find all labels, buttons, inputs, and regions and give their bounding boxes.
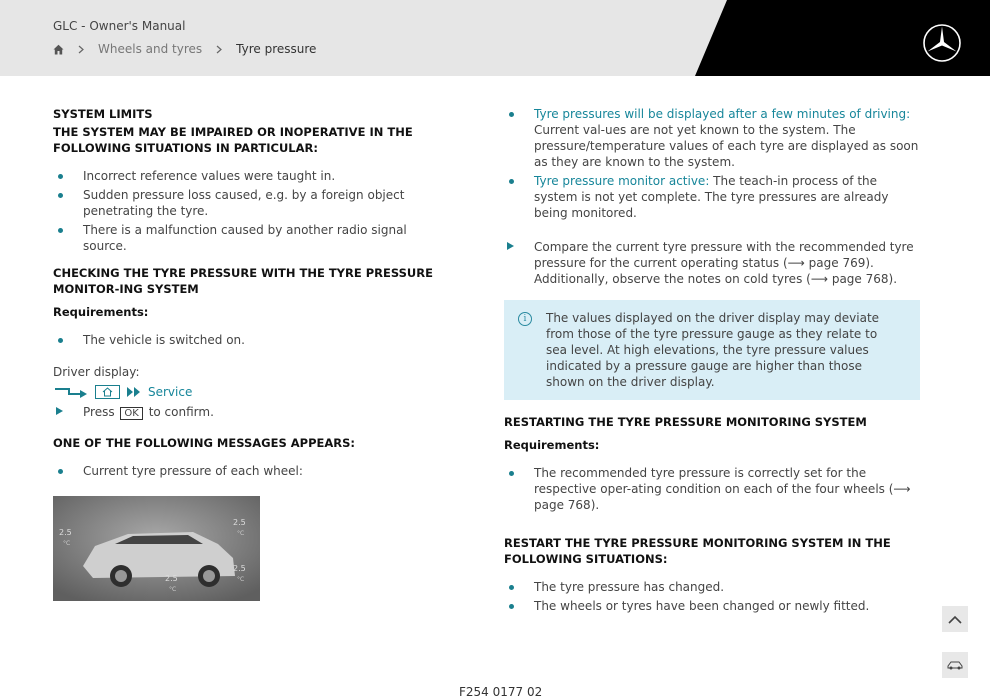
left-column [53, 106, 453, 479]
info-text: The values displayed on the driver display may deviate from those of the tyre pressure gauge as they relate to sea level. At high elevations, the tyre pressure values indicated by a pressure gauge are higher than those shown on the driver display. [546, 311, 880, 389]
front-right-pressure: 2.5 [233, 518, 246, 527]
menu-path-arrow-icon [53, 385, 89, 399]
service-menu-item: Service [148, 385, 193, 399]
restart-req-list [504, 465, 920, 513]
home-icon[interactable] [53, 44, 64, 55]
front-right-temp: °C [237, 530, 245, 537]
breadcrumb-item-current: Tyre pressure [236, 42, 317, 56]
message-text: The teach-in process of the system is not yet complete. The tyre pressures are already being monitored. [534, 174, 889, 220]
double-chevron-icon [126, 386, 142, 398]
vehicle-menu-button[interactable] [942, 652, 968, 678]
compare-text: Compare the current tyre pressure with the recommended tyre pressure for the current operating status (⟶ page 769). Additionally, observe the notes on cold tyres (⟶ page 768). [534, 240, 914, 286]
list-item [504, 106, 920, 170]
step-arrow-icon [56, 407, 63, 415]
messages-list [53, 463, 453, 479]
situation-list [504, 579, 920, 614]
driver-display-label: Driver display: [53, 365, 140, 379]
rear-right-temp: °C [237, 576, 245, 583]
info-icon: i [518, 312, 532, 326]
menu-path [53, 384, 453, 400]
rear-right-pressure: 2.5 [233, 564, 246, 573]
limit-list [53, 168, 453, 254]
home-menu-icon [95, 385, 120, 399]
image-code: F254 0177 02 [459, 685, 543, 699]
restarting-heading: RESTARTING THE TYRE PRESSURE MONITORING SYSTEM [504, 415, 867, 429]
scroll-up-button[interactable] [942, 606, 968, 632]
checking-heading: CHECKING THE TYRE PRESSURE WITH THE TYRE PRESSURE MONITOR-ING SYSTEM [53, 266, 433, 296]
front-left-pressure: 2.5 [59, 528, 72, 537]
list-item: Sudden pressure loss caused, e.g. by a foreign object penetrating the tyre. [53, 187, 453, 219]
manual-title: GLC - Owner's Manual [53, 19, 186, 33]
message-title: Tyre pressure monitor active: [534, 174, 710, 188]
scroll-up-icon [948, 615, 962, 624]
breadcrumb-item-wheels[interactable]: Wheels and tyres [98, 42, 203, 56]
list-item: Incorrect reference values were taught in. [53, 168, 453, 184]
restart-situations-heading: RESTART THE TYRE PRESSURE MONITORING SYSTEM IN THE FOLLOWING SITUATIONS: [504, 536, 891, 566]
list-item: Current tyre pressure of each wheel: [53, 463, 453, 479]
car-lift-icon [947, 660, 963, 670]
mercedes-star-icon[interactable] [922, 23, 962, 63]
list-item [504, 173, 920, 221]
page-header [0, 0, 990, 76]
list-item: There is a malfunction caused by another radio signal source. [53, 222, 453, 254]
message-text: Current val-ues are not yet known to the system. The pressure/temperature values of each tyre are displayed as soon as they are known to the system. [534, 123, 919, 169]
ok-button-icon: OK [120, 407, 142, 420]
impaired-heading: THE SYSTEM MAY BE IMPAIRED OR INOPERATIVE IN THE FOLLOWING SITUATIONS IN PARTICULAR: [53, 125, 413, 155]
front-left-temp: °C [63, 540, 71, 547]
rear-left-pressure: 2.5 [165, 574, 178, 583]
tyre-pressure-display-image [53, 496, 260, 601]
press-text: Press [83, 405, 115, 419]
info-note [504, 300, 920, 400]
breadcrumb [53, 42, 316, 56]
system-limits-heading: SYSTEM LIMITS [53, 107, 153, 121]
message-title: Tyre pressures will be displayed after a few minutes of driving: [534, 107, 911, 121]
checking-req-list [53, 332, 453, 348]
right-column [504, 106, 920, 614]
list-item: The recommended tyre pressure is correctly set for the respective oper-ating condition on each of the four wheels (⟶ page 768). [504, 465, 920, 513]
list-item: The tyre pressure has changed. [504, 579, 920, 595]
chevron-right-icon [216, 45, 222, 54]
requirements-label: Requirements: [504, 438, 600, 452]
chevron-right-icon [78, 45, 84, 54]
press-ok-step [53, 404, 453, 420]
list-item: The vehicle is switched on. [53, 332, 453, 348]
requirements-label: Requirements: [53, 305, 149, 319]
list-item: The wheels or tyres have been changed or newly fitted. [504, 598, 920, 614]
message-list [504, 106, 920, 221]
messages-heading: ONE OF THE FOLLOWING MESSAGES APPEARS: [53, 436, 355, 450]
step-arrow-icon [507, 242, 514, 250]
rear-left-temp: °C [169, 586, 177, 593]
confirm-text: to confirm. [148, 405, 214, 419]
compare-step [504, 239, 920, 287]
